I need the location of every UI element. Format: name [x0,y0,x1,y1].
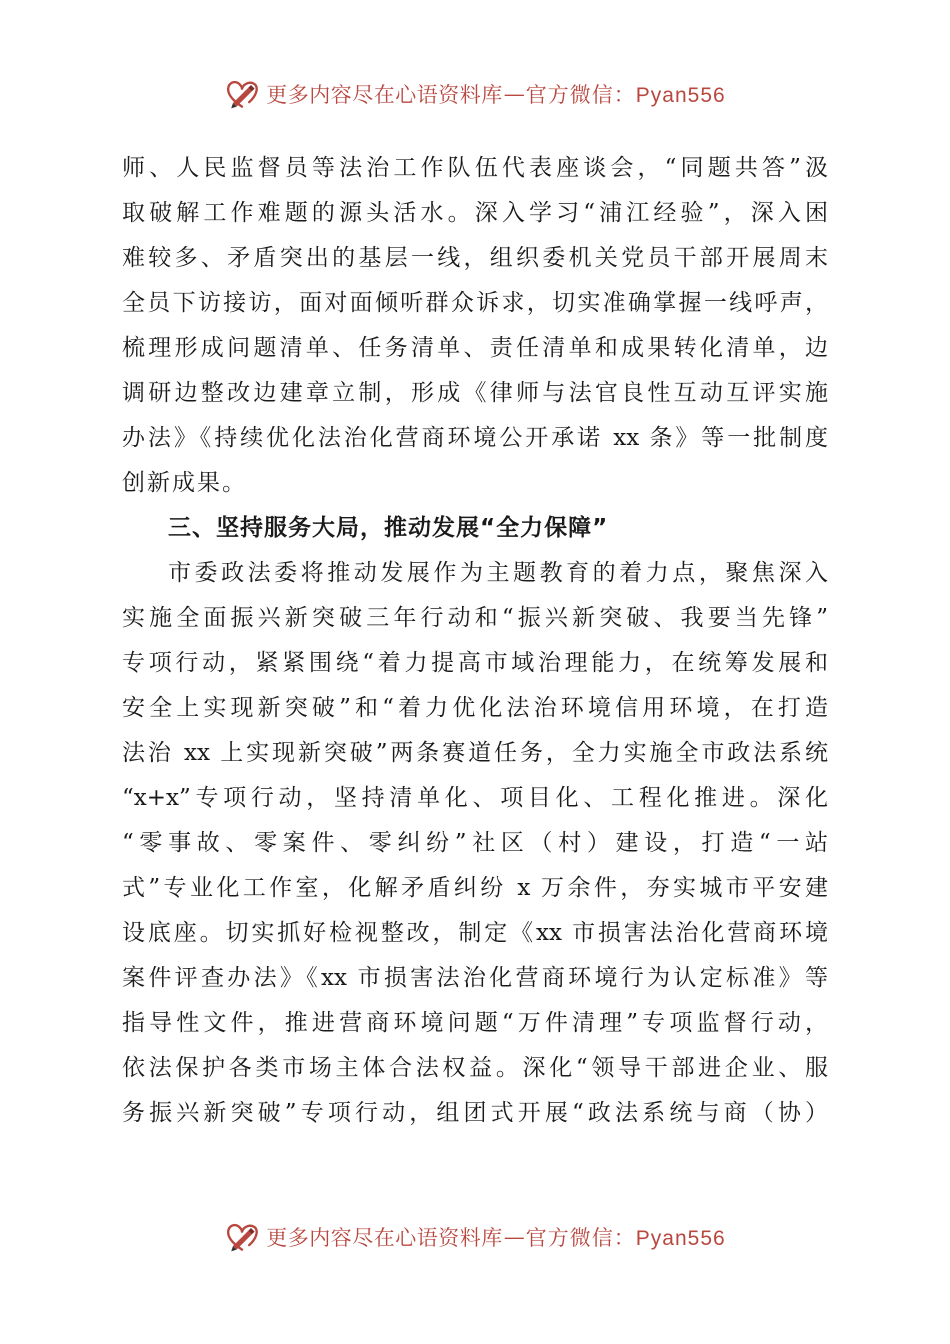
text-line: 案件评查办法》《xx 市损害法治化营商环境行为认定标准》等 [122,965,828,991]
text-line: 师、人民监督员等法治工作队伍代表座谈会，“同题共答”汲 [122,155,828,181]
text-line: 式”专业化工作室，化解矛盾纠纷 x 万余件，夯实城市平安建 [122,875,828,901]
text-line: 全员下访接访，面对面倾听群众诉求，切实准确掌握一线呼声， [122,290,828,316]
text-line: 梳理形成问题清单、任务清单、责任清单和成果转化清单，边 [122,335,828,361]
banner-wechat: 官方微信：Pyan556 [525,84,726,107]
banner-wechat: 官方微信：Pyan556 [525,1227,726,1250]
text-line: 设底座。切实抓好检视整改，制定《xx 市损害法治化营商环境 [122,920,828,946]
header-banner [0,70,950,118]
banner-text: 更多内容尽在心语资料库 [266,1226,503,1250]
banner-dash: — [503,82,525,106]
footer-banner [0,1213,950,1261]
document-body [122,146,828,1136]
banner-dash: — [503,1225,525,1249]
text-line: 取破解工作难题的源头活水。深入学习“浦江经验”，深入困 [122,200,828,226]
text-line: 创新成果。 [122,470,247,496]
text-line: 市委政法委将推动发展作为主题教育的着力点，聚焦深入 [168,560,828,586]
paragraph-1 [122,146,828,506]
text-line: 指导性文件，推进营商环境问题“万件清理”专项监督行动， [122,1010,828,1036]
text-line: 依法保护各类市场主体合法权益。深化“领导干部进企业、服 [122,1055,828,1081]
text-line: 法治 xx 上实现新突破”两条赛道任务，全力实施全市政法系统 [122,740,828,766]
text-line: 务振兴新突破”专项行动，组团式开展“政法系统与商（协） [122,1100,828,1126]
text-line: “零事故、零案件、零纠纷”社区（村）建设，打造“一站 [122,830,828,856]
text-line: 安全上实现新突破”和“着力优化法治环境信用环境，在打造 [122,695,828,721]
text-line: 实施全面振兴新突破三年行动和“振兴新突破、我要当先锋” [122,605,828,631]
section-heading: 三、坚持服务大局，推动发展“全力保障” [168,515,609,541]
heart-pen-logo-icon [224,1219,260,1255]
banner-text: 更多内容尽在心语资料库 [266,83,503,107]
heart-pen-logo-icon [224,76,260,112]
text-line: 办法》《持续优化法治化营商环境公开承诺 xx 条》等一批制度 [122,425,828,451]
text-line: “x+x”专项行动，坚持清单化、项目化、工程化推进。深化 [122,785,828,811]
paragraph-2 [122,551,828,1136]
text-line: 调研边整改边建章立制，形成《律师与法官良性互动互评实施 [122,380,828,406]
text-line: 专项行动，紧紧围绕“着力提高市域治理能力，在统筹发展和 [122,650,828,676]
text-line: 难较多、矛盾突出的基层一线，组织委机关党员干部开展周末 [122,245,828,271]
